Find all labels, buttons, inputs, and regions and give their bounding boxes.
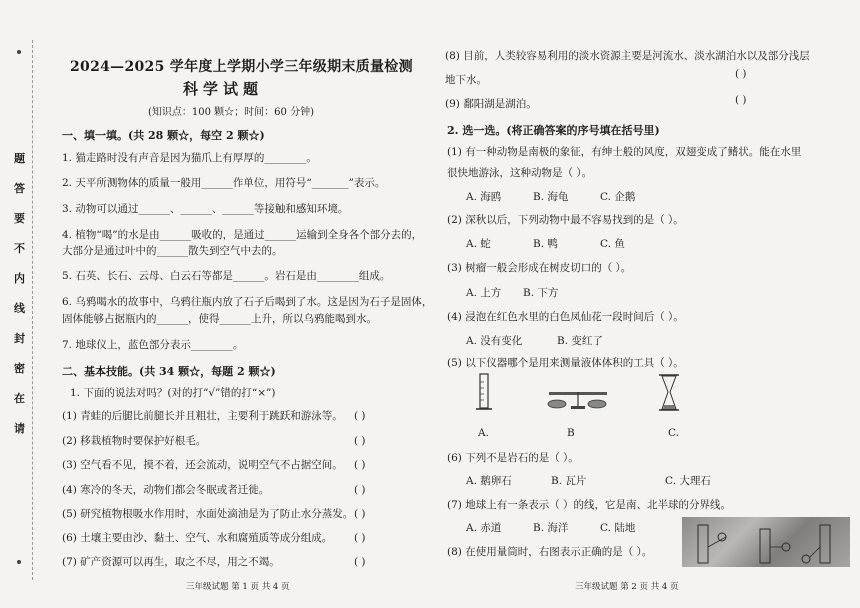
judge-q2: (2) 移栽植物时要保护好根毛。 — [62, 435, 207, 447]
hourglass-image — [656, 372, 682, 414]
choice-q8: (8) 在使用量筒时，右图表示正确的是（ ）。 — [447, 546, 653, 558]
seal-char: 密 — [14, 362, 25, 375]
judge-q9: (9) 鄱阳湖是湖泊。 — [445, 98, 537, 110]
judge-intro: 1. 下面的说法对吗？(对的打“√”错的打“×”) — [70, 387, 276, 399]
judge-q4: (4) 寒冷的冬天，动物们都会冬眠或者迁徙。 — [62, 484, 270, 496]
fill-q1: 1. 猫走路时没有声音是因为猫爪上有厚厚的________。 — [62, 152, 317, 164]
choice-q3-option-a[interactable]: A. 上方 — [466, 287, 502, 299]
seal-char: 内 — [14, 272, 25, 285]
choice-q3: (3) 树瘤一般会形成在树皮切口的（ ）。 — [447, 262, 632, 274]
choice-q6-option-a[interactable]: A. 鹅卵石 — [466, 475, 512, 487]
binding-margin — [6, 40, 33, 580]
answer-paren[interactable]: ( ) — [354, 459, 366, 471]
choice-q5-option-a[interactable]: A. — [478, 427, 489, 439]
answer-paren[interactable]: ( ) — [354, 410, 366, 422]
choice-q1-line2: 很快地游泳，这种动物是（ ）。 — [447, 167, 593, 179]
section-skills-heading: 二、基本技能。(共 34 颗☆，每题 2 颗☆) — [62, 365, 276, 378]
choice-q6-option-b[interactable]: B. 瓦片 — [551, 475, 587, 487]
choice-q6: (6) 下列不是岩石的是（ ）。 — [447, 452, 579, 464]
choice-q3-option-b[interactable]: B. 下方 — [523, 287, 559, 299]
seal-char: 请 — [14, 422, 25, 435]
seal-char: 不 — [14, 242, 25, 255]
choice-q1-option-c[interactable]: C. 企鹅 — [600, 191, 636, 203]
answer-paren[interactable]: ( ) — [735, 94, 747, 106]
seal-char: 要 — [14, 212, 25, 225]
seal-char: 答 — [14, 182, 25, 195]
judge-q6: (6) 土壤主要由沙、黏土、空气、水和腐殖质等成分组成。 — [62, 532, 333, 544]
choice-q1-option-a[interactable]: A. 海鸥 — [466, 191, 502, 203]
answer-paren[interactable]: ( ) — [354, 435, 366, 447]
judge-q3: (3) 空气看不见，摸不着，还会流动，说明空气不占据空间。 — [62, 459, 343, 471]
fill-q4-line1: 4. 植物“喝”的水是由______吸收的，是通过______运输到全身各个部分去的， — [62, 229, 423, 241]
choice-q5-option-c[interactable]: C. — [668, 427, 679, 439]
answer-paren[interactable]: ( ) — [354, 484, 366, 496]
exam-title: 2024—2025 学年度上学期小学三年级期末质量检测 — [70, 59, 413, 75]
page-footer-left: 三年级试题 第 1 页 共 4 页 — [186, 582, 290, 592]
exam-subtitle: 科学试题 — [183, 80, 264, 98]
choice-q5-option-b[interactable]: B — [567, 427, 575, 439]
choice-q7-option-c[interactable]: C. 陆地 — [600, 522, 636, 534]
choice-q7-option-a[interactable]: A. 赤道 — [466, 522, 502, 534]
fill-q2: 2. 天平所测物体的质量一般用______作单位，用符号“_______”表示。 — [62, 177, 386, 189]
measuring-cylinder-sketch — [682, 517, 850, 567]
fill-q6-line2: 固体能够占据瓶内的______，使得______上升，所以乌鸦能喝到水。 — [62, 313, 377, 325]
seal-char: 线 — [14, 302, 25, 315]
judge-q8-line1: (8) 目前，人类较容易利用的淡水资源主要是河流水、淡水湖泊水以及部分浅层 — [445, 50, 810, 62]
answer-paren[interactable]: ( ) — [354, 532, 366, 544]
fill-q3: 3. 动物可以通过______、______、______等接触和感知环境。 — [62, 203, 349, 215]
choice-q2: (2) 深秋以后，下列动物中最不容易找到的是（ ）。 — [447, 214, 684, 226]
graduated-cylinder-image — [470, 372, 500, 414]
exam-note: (知识点：100 颗☆；时间：60 分钟) — [148, 107, 314, 118]
fill-q7: 7. 地球仪上，蓝色部分表示________。 — [62, 339, 244, 351]
choice-q1-line1: (1) 有一种动物是南极的象征，有绅士般的风度，双翅变成了鳍状。能在水里 — [447, 146, 802, 158]
judge-q8-line2: 地下水。 — [445, 74, 487, 86]
choice-q1-option-b[interactable]: B. 海龟 — [533, 191, 569, 203]
page-footer-right: 三年级试题 第 2 页 共 4 页 — [575, 582, 679, 592]
seal-char: 封 — [14, 332, 25, 345]
choice-q2-option-b[interactable]: B. 鸭 — [533, 238, 558, 250]
section-fill-heading: 一、填一填。(共 28 颗☆，每空 2 颗☆) — [62, 129, 265, 142]
fill-q6-line1: 6. 乌鸦喝水的故事中，乌鸦往瓶内放了石子后喝到了水。这是因为石子是固体， — [62, 296, 433, 308]
choice-q4: (4) 浸泡在红色水里的白色凤仙花一段时间后（ ）。 — [447, 311, 684, 323]
seal-char: 题 — [14, 152, 25, 165]
choice-q7: (7) 地球上有一条表示（ ）的线，它是南、北半球的分界线。 — [447, 499, 732, 511]
choice-q7-option-b[interactable]: B. 海洋 — [533, 522, 569, 534]
judge-q1: (1) 青蛙的后腿比前腿长并且粗壮，主要利于跳跃和游泳等。 — [62, 410, 343, 422]
judge-q7: (7) 矿产资源可以再生，取之不尽，用之不竭。 — [62, 556, 280, 568]
section-choice-heading: 2. 选一选。(将正确答案的序号填在括号里) — [447, 124, 660, 137]
choice-q5: (5) 以下仪器哪个是用来测量液体体积的工具（ ）。 — [447, 357, 684, 369]
choice-q2-option-c[interactable]: C. 鱼 — [600, 238, 625, 250]
measuring-cylinder-photo — [682, 517, 850, 567]
choice-q6-option-c[interactable]: C. 大理石 — [665, 475, 711, 487]
answer-paren[interactable]: ( ) — [354, 508, 366, 520]
fill-q4-line2: 大部分是通过叶中的______散失到空气中去的。 — [62, 245, 283, 257]
balance-scale-image — [545, 384, 615, 412]
fill-q5: 5. 石英、长石、云母、白云石等都是______。岩石是由________组成。 — [62, 270, 391, 282]
answer-paren[interactable]: ( ) — [354, 556, 366, 568]
choice-q4-option-a[interactable]: A. 没有变化 — [466, 335, 523, 347]
answer-paren[interactable]: ( ) — [735, 68, 747, 80]
choice-q2-option-a[interactable]: A. 蛇 — [466, 238, 491, 250]
seal-char: 在 — [14, 392, 25, 405]
choice-q4-option-b[interactable]: B. 变红了 — [557, 335, 603, 347]
judge-q5: (5) 研究植物根吸水作用时，水面处滴油是为了防止水分蒸发。 — [62, 508, 354, 520]
